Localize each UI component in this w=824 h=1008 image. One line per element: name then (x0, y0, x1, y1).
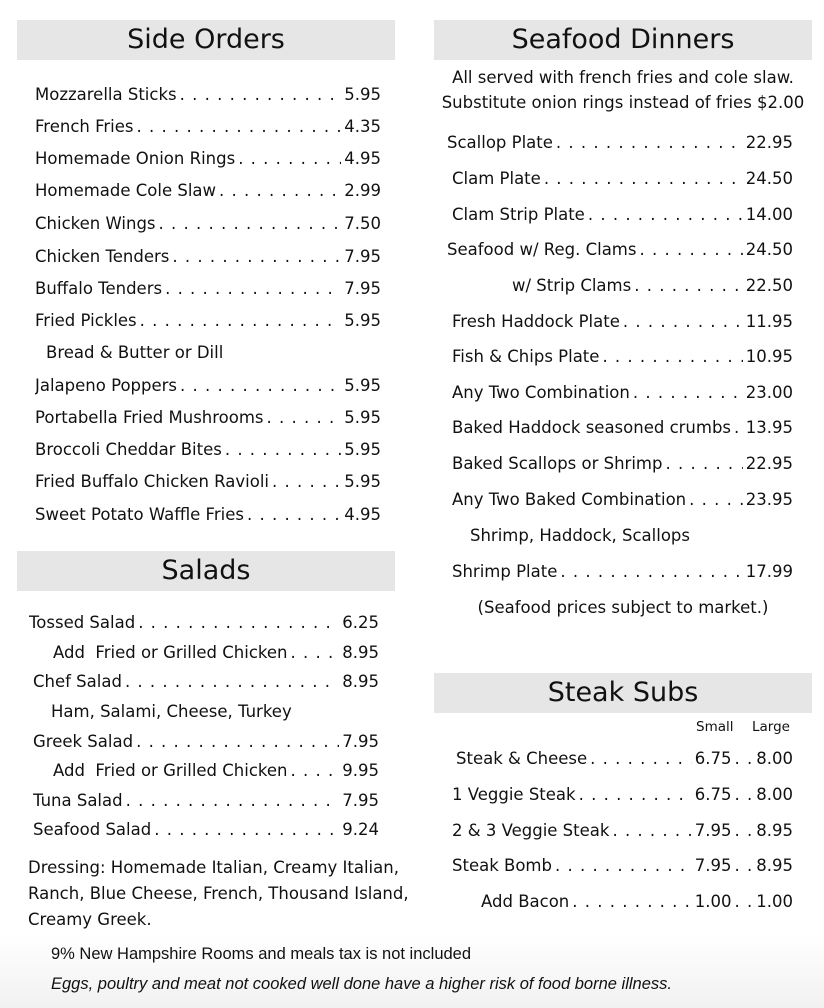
dot-leader (138, 612, 339, 634)
menu-item (35, 407, 381, 429)
menu-item (33, 731, 379, 753)
item-price: 7.50 (344, 214, 381, 233)
menu-item (452, 168, 793, 190)
item-price: 13.95 (745, 418, 793, 437)
item-name: Fried Buffalo Chicken Ravioli (35, 472, 269, 491)
item-name: Steak Bomb (452, 856, 552, 875)
item-name: Add Fried or Grilled Chicken (53, 761, 288, 780)
dot-leader (291, 760, 340, 782)
item-price: 5.95 (344, 376, 381, 395)
item-price-large: 8.00 (756, 785, 793, 804)
item-price-small: 7.95 (694, 856, 732, 875)
item-name: Tossed Salad (29, 613, 136, 632)
item-name: French Fries (35, 117, 134, 136)
menu-item (33, 671, 379, 693)
menu-item (447, 239, 793, 261)
item-name: Add Bacon (481, 892, 570, 911)
menu-item (35, 278, 381, 300)
price-separator: . . (734, 821, 754, 840)
menu-item (452, 855, 793, 877)
menu-item (35, 116, 381, 138)
menu-item (481, 891, 793, 913)
menu-item (35, 213, 381, 235)
dot-leader (272, 471, 341, 493)
steak-subs-header: Steak Subs (434, 673, 812, 713)
item-name: Chicken Wings (35, 214, 156, 233)
item-price: 5.95 (344, 85, 381, 104)
item-price: 24.50 (745, 169, 793, 188)
menu-item (35, 375, 381, 397)
item-name: 1 Veggie Steak (452, 785, 576, 804)
market-price-note: (Seafood prices subject to market.) (477, 598, 769, 617)
item-price-large: 1.00 (756, 892, 793, 911)
baked-combo-note: Shrimp, Haddock, Scallops (470, 526, 691, 545)
item-price-large: 8.95 (756, 856, 793, 875)
salads-header: Salads (17, 551, 395, 591)
item-name: Fish & Chips Plate (452, 347, 600, 366)
item-name: Chicken Tenders (35, 247, 170, 266)
side-orders-header: Side Orders (17, 20, 395, 60)
dressing-line: Dressing: Homemade Italian, Creamy Italian, (28, 858, 399, 877)
item-price: 22.95 (745, 454, 793, 473)
dot-leader (154, 819, 339, 841)
menu-item (452, 382, 793, 404)
dot-leader (159, 213, 342, 235)
price-separator: . . (734, 749, 754, 768)
item-price-small: 7.95 (694, 821, 732, 840)
dot-leader (137, 116, 342, 138)
menu-item (452, 489, 793, 511)
dot-leader (588, 204, 743, 226)
dot-leader (572, 891, 692, 913)
item-price: 7.95 (342, 732, 379, 751)
menu-item (35, 180, 381, 202)
item-name: Homemade Onion Rings (35, 149, 236, 168)
item-name: Clam Plate (452, 169, 541, 188)
dot-leader (165, 278, 341, 300)
item-price: 22.50 (745, 276, 793, 295)
price-separator: . . (734, 856, 754, 875)
item-price: 5.95 (344, 311, 381, 330)
item-price: 2.99 (344, 181, 381, 200)
item-price-large: 8.95 (756, 821, 793, 840)
dot-leader (612, 820, 691, 842)
dot-leader (544, 168, 743, 190)
item-price: 22.95 (745, 133, 793, 152)
dot-leader (623, 311, 743, 333)
item-price: 23.00 (745, 383, 793, 402)
item-name: Broccoli Cheddar Bites (35, 440, 222, 459)
dot-leader (238, 148, 341, 170)
seafood-intro: Substitute onion rings instead of fries $2.00 (441, 93, 805, 112)
item-name: Mozzarella Sticks (35, 85, 177, 104)
item-name: Fried Pickles (35, 311, 137, 330)
food-safety-warning: Eggs, poultry and meat not cooked well done have a higher risk of food borne illness. (51, 975, 672, 993)
item-price: 7.95 (344, 247, 381, 266)
dot-leader (665, 453, 742, 475)
dot-leader (125, 671, 339, 693)
dot-leader (590, 748, 692, 770)
menu-item (35, 84, 381, 106)
item-name: Greek Salad (33, 732, 134, 751)
column-header-large: Large (752, 719, 790, 735)
item-name: Jalapeno Poppers (35, 376, 178, 395)
item-name: Fresh Haddock Plate (452, 312, 620, 331)
item-price: 6.25 (342, 613, 379, 632)
item-name: w/ Strip Clams (512, 276, 632, 295)
item-price: 4.95 (344, 505, 381, 524)
dot-leader (172, 246, 341, 268)
item-name: Any Two Combination (452, 383, 630, 402)
item-price: 7.95 (344, 279, 381, 298)
dot-leader (180, 375, 341, 397)
item-price: 4.35 (344, 117, 381, 136)
item-price-small: 6.75 (694, 749, 732, 768)
menu-item (512, 275, 793, 297)
item-price: 5.95 (344, 408, 381, 427)
dot-leader (225, 439, 341, 461)
dot-leader (555, 855, 692, 877)
item-price: 9.24 (342, 820, 379, 839)
menu-item (53, 760, 379, 782)
menu-item (33, 819, 379, 841)
item-name: Any Two Baked Combination (452, 490, 687, 509)
dot-leader (267, 407, 342, 429)
menu-item (29, 612, 379, 634)
chef-salad-note: Ham, Salami, Cheese, Turkey (51, 702, 292, 721)
dot-leader (180, 84, 342, 106)
item-price: 5.95 (344, 440, 381, 459)
item-name: Buffalo Tenders (35, 279, 163, 298)
column-header-small: Small (696, 719, 734, 735)
item-name: Scallop Plate (447, 133, 553, 152)
dot-leader (639, 239, 742, 261)
dot-leader (633, 382, 743, 404)
item-name: Seafood Salad (33, 820, 152, 839)
item-name: Shrimp Plate (452, 562, 558, 581)
item-price: 23.95 (745, 490, 793, 509)
menu-item (452, 453, 793, 475)
item-price: 11.95 (745, 312, 793, 331)
item-name: Clam Strip Plate (452, 205, 585, 224)
item-price: 17.99 (745, 562, 793, 581)
dot-leader (136, 731, 339, 753)
menu-item (452, 346, 793, 368)
item-price-large: 8.00 (756, 749, 793, 768)
item-price: 4.95 (344, 149, 381, 168)
menu-item (452, 561, 793, 583)
menu-item (35, 471, 381, 493)
dressing-line: Ranch, Blue Cheese, French, Thousand Island, (28, 884, 409, 903)
dot-leader (560, 561, 742, 583)
menu-item (35, 439, 381, 461)
dot-leader (734, 417, 743, 439)
menu-item (53, 642, 379, 664)
menu-item (447, 132, 793, 154)
item-price: 9.95 (342, 761, 379, 780)
dot-leader (247, 504, 341, 526)
item-price: 5.95 (344, 472, 381, 491)
menu-item (35, 148, 381, 170)
item-name: Chef Salad (33, 672, 122, 691)
item-name: Tuna Salad (33, 791, 123, 810)
tax-note: 9% New Hampshire Rooms and meals tax is not included (51, 945, 472, 963)
dot-leader (602, 346, 742, 368)
seafood-header: Seafood Dinners (434, 20, 812, 60)
menu-item (452, 417, 793, 439)
dot-leader (291, 642, 340, 664)
item-name: Baked Haddock seasoned crumbs (452, 418, 732, 437)
item-name: Add Fried or Grilled Chicken (53, 643, 288, 662)
item-name: Portabella Fried Mushrooms (35, 408, 264, 427)
pickles-note: Bread & Butter or Dill (46, 343, 224, 362)
menu-item (452, 311, 793, 333)
item-name: Sweet Potato Waffle Fries (35, 505, 244, 524)
dot-leader (579, 784, 692, 806)
item-name: Homemade Cole Slaw (35, 181, 217, 200)
item-name: 2 & 3 Veggie Steak (452, 821, 610, 840)
dot-leader (556, 132, 743, 154)
menu-item (35, 504, 381, 526)
dot-leader (140, 310, 342, 332)
dot-leader (634, 275, 743, 297)
dot-leader (689, 489, 743, 511)
menu-item (35, 310, 381, 332)
dot-leader (219, 180, 341, 202)
menu-item (456, 748, 793, 770)
item-price: 8.95 (342, 672, 379, 691)
dot-leader (126, 790, 340, 812)
item-name: Baked Scallops or Shrimp (452, 454, 663, 473)
item-price: 10.95 (745, 347, 793, 366)
price-separator: . . (734, 785, 754, 804)
menu-item (452, 820, 793, 842)
item-name: Seafood w/ Reg. Clams (447, 240, 637, 259)
item-price: 24.50 (745, 240, 793, 259)
price-separator: . . (734, 892, 754, 911)
item-price: 7.95 (342, 791, 379, 810)
dressing-line: Creamy Greek. (28, 910, 152, 929)
item-price-small: 1.00 (694, 892, 732, 911)
menu-item (452, 784, 793, 806)
item-name: Steak & Cheese (456, 749, 588, 768)
item-price: 14.00 (745, 205, 793, 224)
seafood-intro: All served with french fries and cole slaw. (452, 68, 794, 87)
menu-item (35, 246, 381, 268)
item-price: 8.95 (342, 643, 379, 662)
menu-item (452, 204, 793, 226)
menu-item (33, 790, 379, 812)
item-price-small: 6.75 (694, 785, 732, 804)
